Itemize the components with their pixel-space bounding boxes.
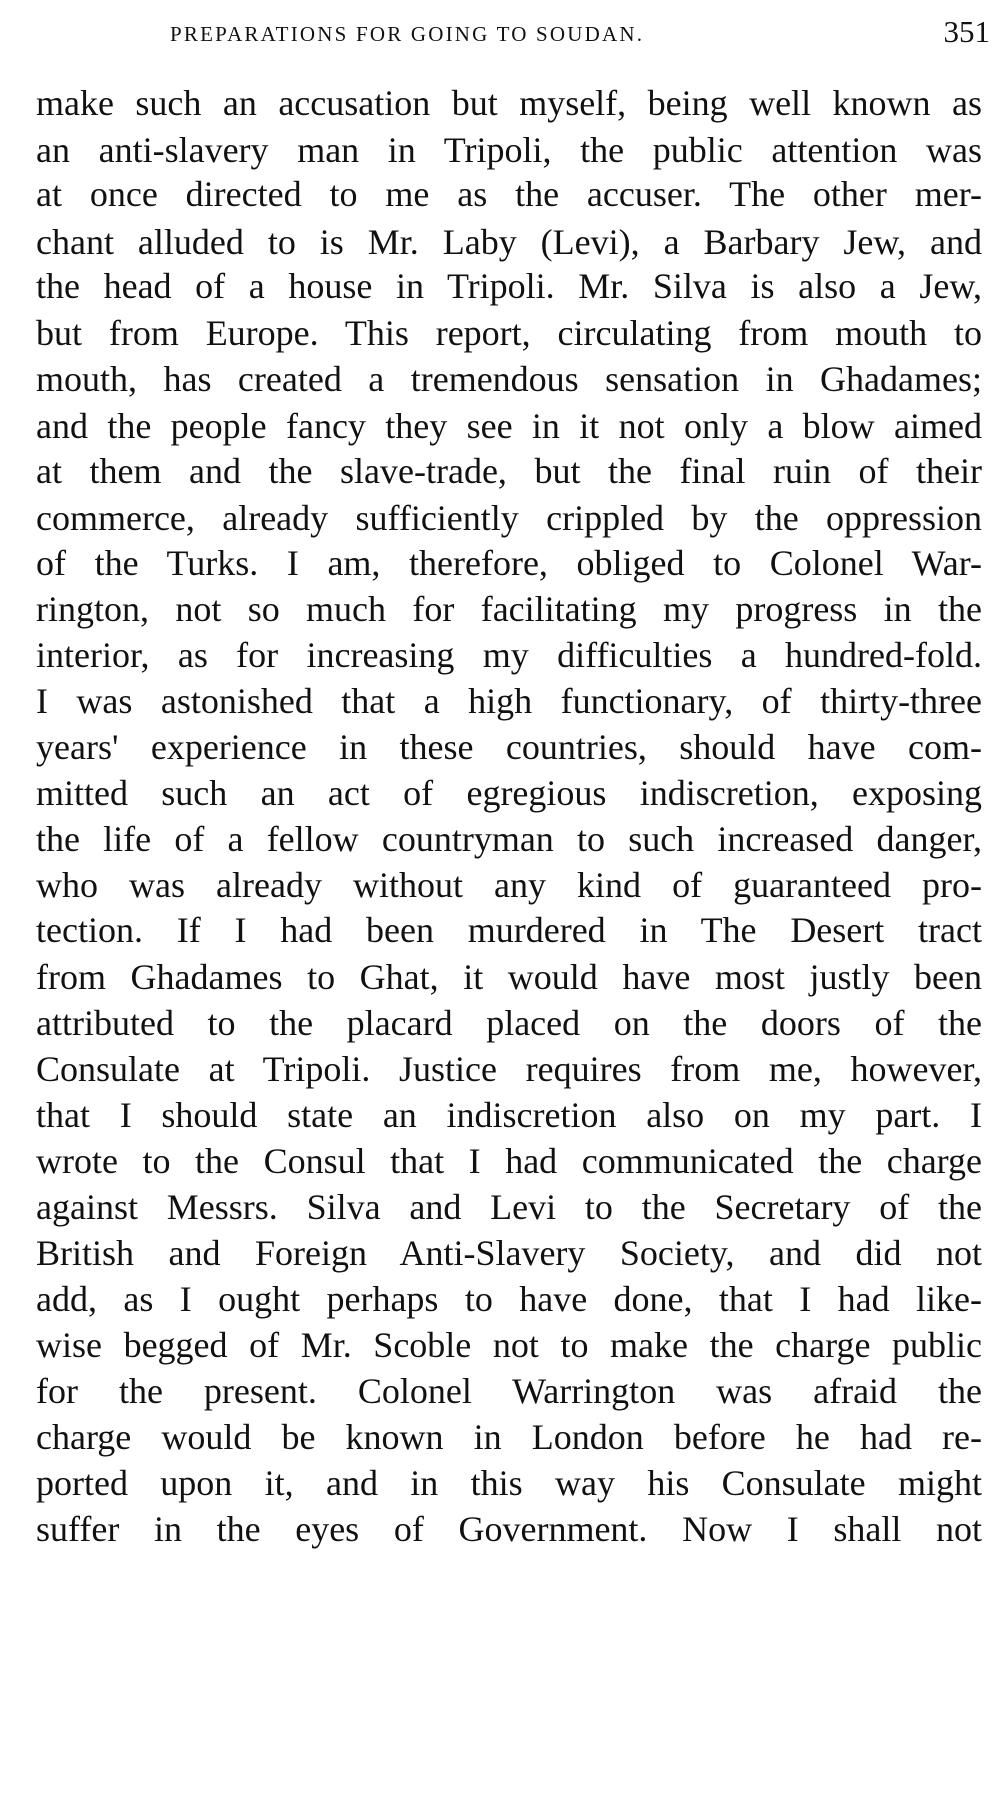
text-line: Consulate at Tripoli. Justice requires from me, however, [36,1049,982,1089]
text-line: attributed to the placard placed on the doors of the [36,1003,982,1043]
text-line: add, as I ought perhaps to have done, that I had like- [36,1279,982,1319]
running-title: PREPARATIONS FOR GOING TO SOUDAN. [170,22,645,46]
text-line: and the people fancy they see in it not only a blow aimed [36,406,982,446]
text-line: commerce, already sufficiently crippled by the oppression [36,498,982,538]
page-number: 351 [943,14,990,49]
text-line: make such an accusation but myself, being well known as [36,83,982,123]
text-line: mitted such an act of egregious indiscretion, exposing [36,773,982,813]
text-line: mouth, has created a tremendous sensation in Ghadames; [36,359,982,399]
text-line: wrote to the Consul that I had communicated the charge [36,1141,982,1181]
text-line: from Ghadames to Ghat, it would have most justly been [36,957,982,997]
text-line: tection. If I had been murdered in The Desert tract [36,910,982,950]
text-line: chant alluded to is Mr. Laby (Levi), a Barbary Jew, and [36,222,982,262]
text-line: at them and the slave-trade, but the final ruin of their [36,451,982,491]
text-line: suffer in the eyes of Government. Now I shall not [36,1509,982,1549]
text-line: but from Europe. This report, circulating from mouth to [36,313,982,353]
text-line: ported upon it, and in this way his Consulate might [36,1463,982,1503]
text-line: the head of a house in Tripoli. Mr. Silva is also a Jew, [36,266,982,306]
text-line: that I should state an indiscretion also on my part. I [36,1095,982,1135]
text-line: the life of a fellow countryman to such increased danger, [36,819,982,859]
text-line: charge would be known in London before he had re- [36,1417,982,1457]
text-line: interior, as for increasing my difficulties a hundred-fold. [36,635,982,675]
text-line: who was already without any kind of guaranteed pro- [36,865,982,905]
text-line: rington, not so much for facilitating my progress in the [36,589,982,629]
text-line: I was astonished that a high functionary, of thirty-three [36,681,982,721]
text-line: for the present. Colonel Warrington was afraid the [36,1371,982,1411]
text-line: British and Foreign Anti-Slavery Society, and did not [36,1233,982,1273]
text-line: of the Turks. I am, therefore, obliged to Colonel War- [36,543,982,583]
text-line: wise begged of Mr. Scoble not to make the charge public [36,1325,982,1365]
text-line: against Messrs. Silva and Levi to the Secretary of the [36,1187,982,1227]
text-line: at once directed to me as the accuser. The other mer- [36,174,982,214]
text-line: an anti-slavery man in Tripoli, the public attention was [36,130,982,170]
text-line: years' experience in these countries, should have com- [36,727,982,767]
